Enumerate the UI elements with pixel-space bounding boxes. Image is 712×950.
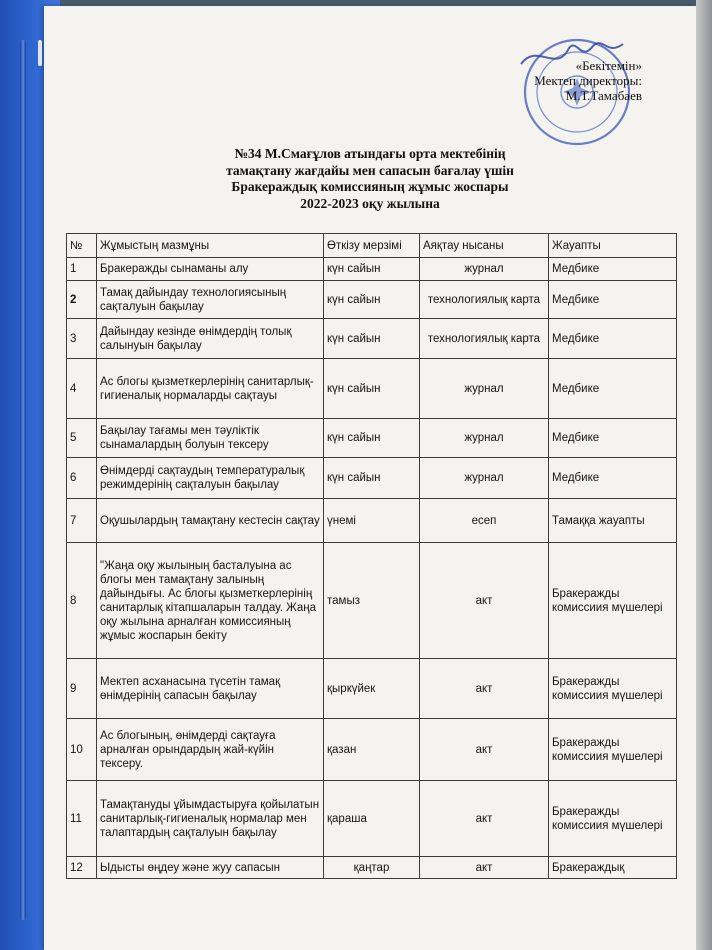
header-number: № — [67, 234, 97, 258]
row-responsible: Медбике — [549, 419, 677, 458]
approval-position: Мектеп директоры: — [534, 73, 642, 88]
table-row — [67, 659, 677, 719]
row-content: Тамақ дайындау технологиясының сақталуын бақылау — [97, 281, 324, 319]
row-content: Оқушылардың тамақтану кестесін сақтау — [97, 499, 324, 543]
row-responsible: Бракеражды комиссиия мүшелері — [549, 659, 677, 719]
row-number: 8 — [67, 543, 97, 659]
row-responsible: Тамаққа жауапты — [549, 499, 677, 543]
row-number: 10 — [67, 719, 97, 781]
table-row — [67, 543, 677, 659]
row-responsible: Медбике — [549, 359, 677, 419]
approval-block — [534, 58, 642, 103]
binder-clip — [38, 40, 42, 66]
table-row — [67, 458, 677, 499]
table-row — [67, 419, 677, 458]
row-term: қараша — [324, 781, 420, 857]
title-line-1: №34 М.Смағұлов атындағы орта мектебінің — [234, 146, 506, 161]
row-content: Дайындау кезінде өнімдердің толық салынуын бақылау — [97, 319, 324, 359]
row-responsible: Медбике — [549, 281, 677, 319]
title-line-4: 2022-2023 оқу жылына — [300, 195, 440, 211]
row-term: тамыз — [324, 543, 420, 659]
table-row — [67, 319, 677, 359]
row-responsible: Бракеражды комиссиия мүшелері — [549, 543, 677, 659]
row-form: есеп — [420, 499, 549, 543]
row-number: 11 — [67, 781, 97, 857]
row-content: Өнімдерді сақтаудың температуралық режимдерінің сақталуын бақылау — [97, 458, 324, 499]
row-form: акт — [420, 659, 549, 719]
row-content: Мектеп асханасына түсетін тамақ өнімдерінің сапасын бақылау — [97, 659, 324, 719]
title-line-2: тамақтану жағдайы мен сапасын бағалау үшін — [226, 162, 514, 178]
document-title — [150, 146, 590, 212]
row-content: Бракеражды сынаманы алу — [97, 258, 324, 281]
row-content: Тамақтануды ұйымдастыруға қойылатын санитарлық-гигиеналық нормалар мен талаптардың сақталуын бақылау — [97, 781, 324, 857]
row-term: күн сайын — [324, 319, 420, 359]
row-content: Ас блогының, өнімдерді сақтауға арналған орындардың жай-күйін тексеру. — [97, 719, 324, 781]
row-content: Ыдысты өңдеу және жуу сапасын — [97, 857, 324, 879]
approval-title: «Бекітемін» — [575, 58, 642, 73]
row-form: журнал — [420, 359, 549, 419]
row-form: акт — [420, 543, 549, 659]
row-number: 9 — [67, 659, 97, 719]
row-term: күн сайын — [324, 458, 420, 499]
row-term: қазан — [324, 719, 420, 781]
table-row — [67, 281, 677, 319]
table-row — [67, 258, 677, 281]
row-number: 12 — [67, 857, 97, 879]
row-term: күн сайын — [324, 359, 420, 419]
row-form: журнал — [420, 419, 549, 458]
table-row — [67, 719, 677, 781]
row-responsible: Медбике — [549, 258, 677, 281]
row-term: қыркүйек — [324, 659, 420, 719]
row-number: 1 — [67, 258, 97, 281]
row-number: 7 — [67, 499, 97, 543]
row-form: акт — [420, 719, 549, 781]
row-term: қаңтар — [324, 857, 420, 879]
table-row — [67, 359, 677, 419]
row-form: журнал — [420, 258, 549, 281]
row-content: Ас блогы қызметкерлерінің санитарлық-гигиеналық нормаларды сақтауы — [97, 359, 324, 419]
row-number: 2 — [67, 281, 97, 319]
table-row — [67, 499, 677, 543]
work-plan-table — [66, 233, 677, 879]
title-line-3: Бракераждық комиссияның жұмыс жоспары — [231, 179, 509, 194]
table-row — [67, 781, 677, 857]
table-header-row — [67, 234, 677, 258]
folder-ridge — [20, 40, 26, 920]
row-term: күн сайын — [324, 281, 420, 319]
row-form: журнал — [420, 458, 549, 499]
row-number: 5 — [67, 419, 97, 458]
row-form: технологиялық карта — [420, 281, 549, 319]
row-number: 4 — [67, 359, 97, 419]
header-term: Өткізу мерзімі — [324, 234, 420, 258]
table-row — [67, 857, 677, 879]
row-form: акт — [420, 857, 549, 879]
background-edge — [696, 0, 712, 950]
row-responsible: Медбике — [549, 319, 677, 359]
row-responsible: Бракеражды комиссиия мүшелері — [549, 781, 677, 857]
row-term: күн сайын — [324, 419, 420, 458]
approval-name: М.Т.Тамабаев — [565, 88, 642, 103]
header-form: Аяқтау нысаны — [420, 234, 549, 258]
row-form: акт — [420, 781, 549, 857]
row-content: Бақылау тағамы мен тәуліктік сынамалардың болуын тексеру — [97, 419, 324, 458]
row-term: күн сайын — [324, 258, 420, 281]
row-form: технологиялық карта — [420, 319, 549, 359]
header-responsible: Жауапты — [549, 234, 677, 258]
row-responsible: Бракеражды комиссиия мүшелері — [549, 719, 677, 781]
header-content: Жұмыстың мазмұны — [97, 234, 324, 258]
row-number: 6 — [67, 458, 97, 499]
row-term: үнемі — [324, 499, 420, 543]
row-content: "Жаңа оқу жылының басталуына ас блогы мен тамақтану залының дайындығы. Ас блогы қызметкерлерінің санитарлық кітапшаларын талдау. Жаңа оқу жылына арналған комиссияның жұмыс жоспарын бекіту — [97, 543, 324, 659]
row-responsible: Бракераждық — [549, 857, 677, 879]
row-number: 3 — [67, 319, 97, 359]
row-responsible: Медбике — [549, 458, 677, 499]
